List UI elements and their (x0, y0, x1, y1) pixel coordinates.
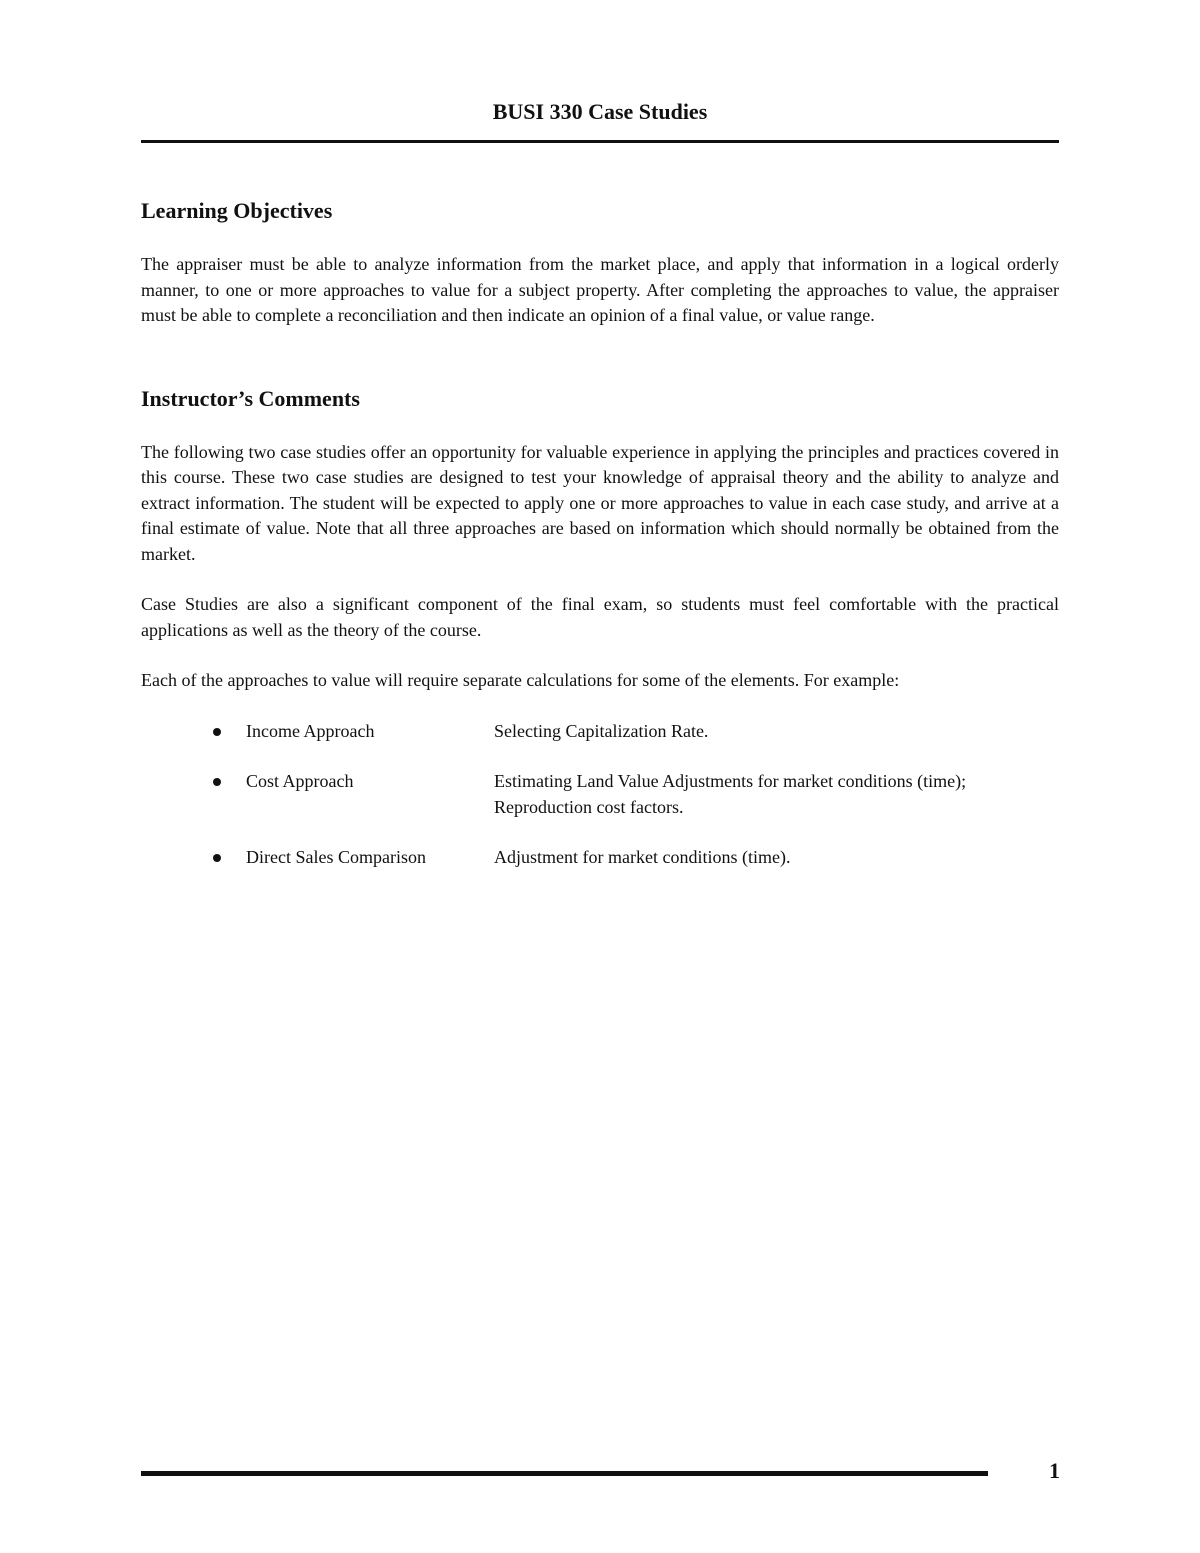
section-heading-learning-objectives: Learning Objectives (141, 198, 333, 223)
header-divider (141, 140, 1059, 143)
list-item (141, 769, 1059, 820)
page-content (141, 196, 1059, 896)
approach-name: Cost Approach (246, 771, 354, 791)
instructors-comments-paragraph-1: The following two case studies offer an opportunity for valuable experience in applying the principles and practices covered in this course. These two case studies are designed to test your knowledge of appraisal theory and the ability to analyze and extract information. The student will be expected to apply one or more approaches to value in each case study, and arrive at a final estimate of value. Note that all three approaches are based on information which should normally be obtained from the market. (141, 441, 1059, 564)
approach-name: Income Approach (246, 720, 375, 741)
approach-name: Direct Sales Comparison (246, 847, 426, 867)
bullet-icon (213, 854, 221, 862)
approaches-list (141, 719, 1059, 871)
approach-detail: Adjustment for market conditions (time). (494, 847, 791, 867)
bullet-icon (213, 728, 221, 736)
list-item (141, 719, 1059, 745)
approach-detail: Estimating Land Value Adjustments for market conditions (time); Reproduction cost factors. (494, 771, 967, 817)
page-number: 1 (1049, 1458, 1060, 1483)
approach-detail: Selecting Capitalization Rate. (494, 720, 709, 741)
page-title: BUSI 330 Case Studies (492, 99, 708, 124)
bullet-icon (213, 778, 221, 786)
section-heading-instructors-comments: Instructor’s Comments (141, 385, 360, 411)
footer-divider (141, 1471, 988, 1476)
list-item (141, 845, 1059, 871)
learning-objectives-paragraph: The appraiser must be able to analyze information from the market place, and apply that information in a logical orderly manner, to one or more approaches to value for a subject property. After completing the approaches to value, the appraiser must be able to complete a reconciliation and then indicate an opinion of a final value, or value range. (141, 254, 1059, 325)
instructors-comments-paragraph-3: Each of the approaches to value will require separate calculations for some of the elements. For example: (141, 670, 900, 690)
instructors-comments-paragraph-2: Case Studies are also a significant component of the final exam, so students must feel comfortable with the practical applications as well as the theory of the course. (141, 594, 1059, 640)
